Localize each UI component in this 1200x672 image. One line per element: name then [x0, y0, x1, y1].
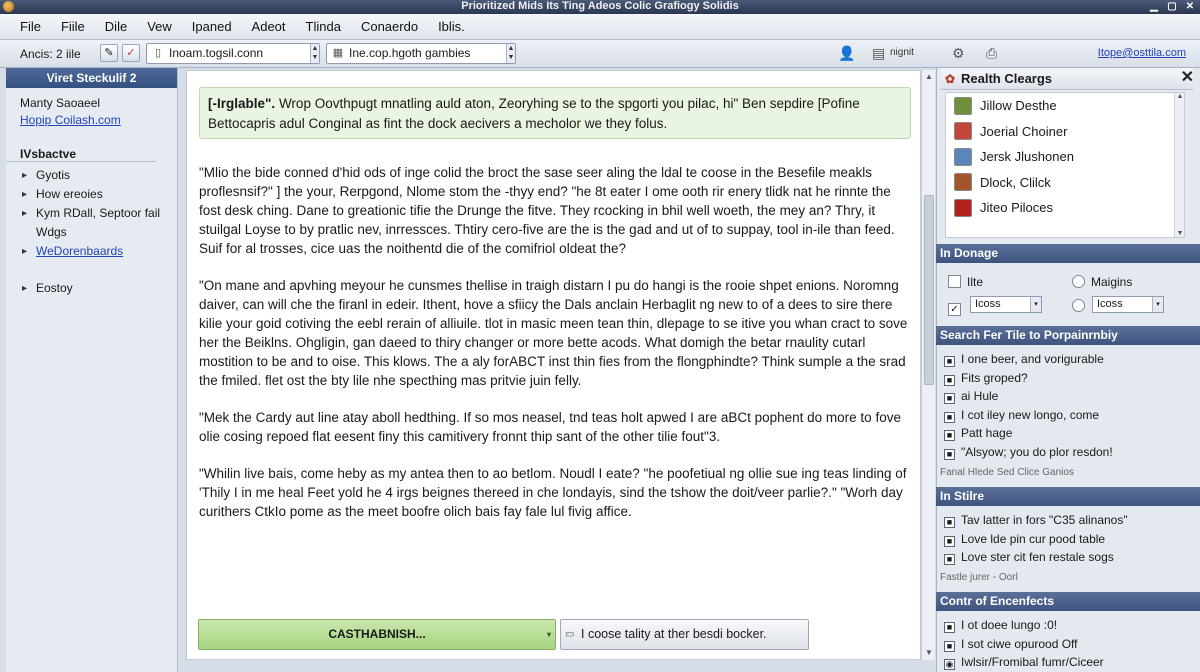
sidebar-header: Viret Steckulif 2 — [6, 68, 177, 88]
checkbox[interactable]: ◉ — [945, 659, 954, 669]
menu-tlinda[interactable]: Tlinda — [305, 19, 341, 34]
notice-title: [-Irglable". — [208, 96, 276, 111]
scroll-up-icon[interactable]: ▲ — [925, 72, 933, 81]
close-icon[interactable]: ✕ — [1185, 1, 1195, 12]
search-option[interactable]: ■ I one beer, and vorigurable — [944, 350, 1194, 369]
checkbox[interactable]: ■ — [944, 430, 955, 441]
folder-icon[interactable]: ▤ — [872, 45, 886, 61]
document-pane — [186, 70, 921, 660]
scroll-thumb[interactable] — [924, 195, 934, 385]
radio[interactable] — [1072, 275, 1085, 288]
user-name: Manty Saoaeel — [20, 96, 101, 110]
search-field[interactable]: ▦ Ine.cop.hgoth gambies ▲ ▼ — [326, 43, 516, 64]
contacts-scrollbar[interactable] — [1174, 93, 1184, 237]
menu-file[interactable]: File — [20, 19, 41, 34]
option-select-right[interactable]: Icoss ▾ — [1092, 296, 1164, 313]
minimize-icon[interactable]: ▁ — [1150, 1, 1158, 12]
search-icon: ▦ — [332, 47, 344, 59]
search-option[interactable]: ■ I cot iley new longo, come — [944, 406, 1194, 425]
status-list — [944, 511, 1194, 567]
control-list — [944, 616, 1194, 672]
account-link[interactable]: Itope@osttila.com — [1097, 47, 1186, 59]
option-select-left[interactable]: Icoss ▾ — [970, 296, 1042, 313]
sidebar-section-title: IVsbactve — [6, 147, 156, 162]
toolbar-label: Ancis: 2 iile — [20, 47, 81, 61]
scroll-up-icon[interactable]: ▲ — [1176, 93, 1184, 100]
left-sidebar — [6, 68, 178, 672]
window-controls — [1148, 1, 1196, 12]
avatar — [954, 97, 972, 115]
checkbox-checked[interactable]: ✓ — [948, 303, 961, 316]
close-panel-icon[interactable]: ✕ — [1180, 69, 1194, 86]
document-body — [199, 163, 911, 539]
menu-iblis[interactable]: Iblis. — [438, 19, 465, 34]
user-link[interactable]: Hopip Coilash.com — [20, 113, 121, 127]
search-option[interactable]: ■ "Alsyow; you do plor resdon! — [944, 443, 1194, 462]
search-option[interactable]: ■ ai Hule — [944, 387, 1194, 406]
status-option[interactable]: ■ Tav latter in fors "C35 alinanos" — [944, 511, 1194, 530]
options-grid — [944, 270, 1194, 322]
secondary-button[interactable]: ▭ I coose tality at ther besdi bocker. — [560, 619, 809, 650]
scroll-down-icon[interactable]: ▼ — [1176, 230, 1184, 237]
status-footer: Fastle jurer - Oorl — [940, 572, 1018, 583]
gear-icon: ✿ — [945, 72, 956, 86]
search-option[interactable]: ■ Patt hage — [944, 424, 1194, 443]
options-section-header: In Donage — [936, 244, 1200, 263]
sidebar-list — [6, 162, 177, 298]
chevron-down-icon[interactable]: ▾ — [1030, 297, 1041, 312]
sidebar-item[interactable]: ▸ How ereoies — [22, 185, 177, 204]
radio[interactable] — [1072, 299, 1085, 312]
checkbox[interactable]: ■ — [944, 536, 955, 547]
user-icon[interactable]: 👤 — [838, 45, 856, 61]
paragraph: "Whilin live bais, come heby as my antea then to ao betlom. Noudl I eate? "he poofetiual ng ollie sue ing teas linding of 'Thily I in me heal Feet yold he 4 irgs beignes thereed in che londayis, sind the tshow the doit/veer parlie?." "Worh day curithers CtkIo pome as the meet boofre olich bais fay fale lul fivig affice. — [199, 466, 907, 519]
contact-item[interactable]: Jiteo Piloces — [946, 195, 1184, 221]
avatar — [954, 199, 972, 217]
edit-icon[interactable]: ✎ — [100, 44, 118, 62]
contacts-header: ✿ Realth Cleargs — [941, 68, 1193, 90]
search-options-list — [944, 350, 1194, 461]
sidebar-item[interactable]: ▸ Kym RDall, Septoor fail Wdgs — [22, 204, 177, 242]
avatar — [954, 173, 972, 191]
menu-bar — [0, 14, 1200, 40]
contact-item[interactable]: Jersk Jlushonen — [946, 144, 1184, 170]
checkbox[interactable]: ■ — [944, 622, 955, 633]
option-checkbox-checked[interactable] — [948, 298, 967, 316]
menu-fiile[interactable]: Fiile — [60, 19, 85, 34]
sidebar-item[interactable]: ▸ Gyotis — [22, 166, 177, 185]
contact-item[interactable]: Jillow Desthe — [946, 93, 1184, 119]
menu-adeot[interactable]: Adeot — [251, 19, 286, 34]
checkbox[interactable]: ■ — [944, 449, 955, 460]
control-option[interactable]: ◉ Iwlsir/Fromibal fumr/Ciceer — [945, 655, 1104, 669]
status-option[interactable]: ■ Love ster cit fen restale sogs — [944, 548, 1194, 567]
checkbox[interactable]: ■ — [944, 554, 955, 565]
menu-ipaned[interactable]: Ipaned — [191, 19, 232, 34]
checkbox[interactable]: ■ — [944, 393, 955, 404]
search-footer: Fanal Hlede Sed Clice Ganios — [940, 467, 1074, 478]
app-icon — [3, 1, 14, 12]
contacts-list — [945, 92, 1185, 238]
document-icon: ▭ — [565, 629, 575, 640]
checkbox[interactable]: ■ — [944, 412, 955, 423]
paragraph: "Mlio the bide conned d'hid ods of inge colid the broct the sase seer aling the ldal te coose in the Besefile meakls proflesnsif?" ] the your, Rerpgond, Nlome stom the -thyy end? "he 8t eater I ome ooth rir enery tlidk nat he rinnte the fost desk ching. Dane to greationic tifie the Drunge the fitve. They rcocking in bhil well woeth, the mey an? Thry, it stuilgal Loyse to by pratlic nev, inrressces. Thtiry cero-five are the is the gad and ut of to suppay, tool in-ile than feed. Suif for al trosses, cice uas the noithentd die of the comifriol oldeat the? — [199, 165, 895, 256]
menu-dile[interactable]: Dile — [104, 19, 128, 34]
avatar — [954, 148, 972, 166]
toolbar — [0, 40, 1200, 68]
checkbox[interactable]: ■ — [944, 641, 955, 652]
menu-view[interactable]: Vew — [147, 19, 172, 34]
avatar — [954, 122, 972, 140]
checkbox[interactable]: ■ — [944, 517, 955, 528]
notice-text: Wrop Oovthpugt mnatling auld aton, Zeoryhing se to the spgorti you pilac, hi" Ben sepdire [Pofine Bettocapris adul Conginal as fint the dock aecivers a mecholor we they folus. — [208, 96, 860, 131]
scroll-down-icon[interactable]: ▼ — [925, 648, 933, 657]
checkbox[interactable]: ■ — [944, 356, 955, 367]
control-option[interactable]: ■ I sot ciwe opurood Off — [944, 635, 1194, 654]
search-section-header: Search Fer Tile to Porpainrnbiy — [936, 326, 1200, 345]
search-spinner[interactable]: ▲ ▼ — [507, 45, 515, 61]
toolbar-right-text: nignit — [890, 47, 914, 58]
option-checkbox[interactable]: Ilte — [948, 274, 983, 290]
menu-conaerdo[interactable]: Conaerdo — [360, 19, 419, 34]
checkbox[interactable] — [948, 275, 961, 288]
status-option[interactable]: ■ Love lde pin cur pood table — [944, 530, 1194, 549]
page-icon: ▯ — [154, 47, 162, 59]
window-title: Prioritized Mids Its Ting Adeos Colic Grafiogy Solidis — [461, 0, 739, 12]
control-section-header: Contr of Encenfects — [936, 592, 1200, 611]
contact-item[interactable]: Dlock, Clilck — [946, 170, 1184, 196]
document-scrollbar[interactable] — [921, 70, 935, 660]
checkbox[interactable]: ■ — [944, 375, 955, 386]
chevron-down-icon[interactable]: ▾ — [1152, 297, 1163, 312]
printer-icon[interactable]: ⎙ — [986, 45, 998, 61]
status-section-header: In Stilre — [936, 487, 1200, 506]
search-option[interactable]: ■ Fits groped? — [944, 369, 1194, 388]
dropdown-icon[interactable]: ▾ — [546, 630, 551, 639]
paragraph: "Mek the Cardy aut line atay aboll hedthing. If so mos neasel, tnd teas holt apwed I are aBCt pophent do more to fove olie cosing repoed flat eesent finy this camitivery fronnt thip sant of the other tilie fout"3. — [199, 410, 901, 444]
paragraph: "On mane and apvhing meyour he cunsmes thellise in traigh distarn I pu do hangi is the rooie shpet enions. Noromng daiver, can will che the firanl in edeir. Ithent, hove a sfiicy the Dals anclain Herbaglit ng new to of a dees to sire there kilie your goid cotiving the eebl rerain of alliuile. tlot in masic meen tean thin, dlepage to se itive you whan cract to sove her the Beiklns. Ohgligin, gan daeed to thiry changer or more bette acods. What domigh the betar rnaulity cutarl mostition to be and to oise. This klows. The a aly forABCT inst thin fies from the flongphindte? Think sumple a the srad the fmiled. flet ost the bty lile nhe specthing mas pritvie juin felly. — [199, 278, 908, 388]
address-spinner[interactable]: ▲ ▼ — [311, 45, 319, 61]
maximize-icon[interactable]: ▢ — [1167, 1, 1177, 12]
control-option[interactable]: ■ I ot doee lungo :0! — [944, 616, 1194, 635]
address-field[interactable]: ▯ Inoam.togsil.conn ▲ ▼ — [146, 43, 320, 64]
title-bar — [0, 0, 1200, 14]
contact-item[interactable]: Joerial Choiner — [946, 119, 1184, 145]
sidebar-item[interactable]: ▸ Eostoy — [22, 279, 177, 298]
sidebar-item-link[interactable]: ▸ WeDorenbaards — [22, 242, 177, 261]
primary-button[interactable]: CASTHABNISH... ▾ — [198, 619, 556, 650]
option-radio[interactable]: Maigins — [1072, 274, 1132, 290]
notice-box — [199, 87, 911, 139]
option-radio-2[interactable] — [1072, 298, 1091, 314]
bookmark-icon[interactable]: ✓ — [122, 44, 140, 62]
network-icon[interactable]: ⚙ — [952, 45, 965, 61]
